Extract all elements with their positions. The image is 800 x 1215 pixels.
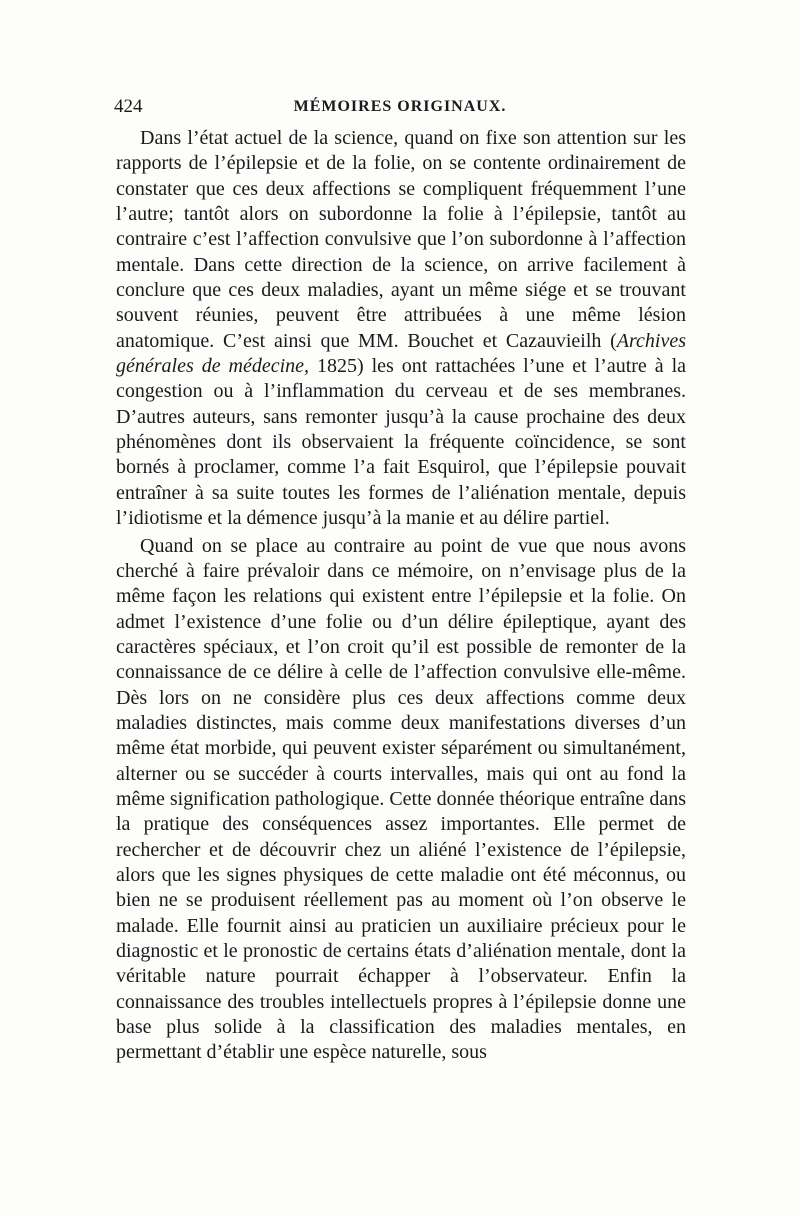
journal-title-italic: Archives générales de médecine, (116, 329, 686, 378)
paragraph-1 (116, 126, 686, 532)
running-title: MÉMOIRES ORIGINAUX. (293, 98, 507, 115)
running-head (114, 96, 686, 122)
page-number: 424 (114, 96, 143, 117)
paragraph-1-text-before: Dans l’état actuel de la science, quand on fixe son attention sur les rapports de l’épilepsie et de la folie, on se contente ordinairement de constater que ces deux affections se compliquent fréquemment l’une l’autre; tantôt alors on subordonne la folie à l’épilepsie, tantôt au contraire c’est l’affection convulsive que l’on subordonne à l’affection mentale. Dans cette direction de la science, on arrive facilement à conclure que ces deux maladies, ayant un même siége et se trouvant souvent réunies, peuvent être attribuées à une même lésion anatomique. C’est ainsi que MM. Bouchet et Cazauvieilh ( (116, 127, 686, 352)
paragraph-1-text-after: 1825) les ont rattachées l’une et l’autre à la congestion ou à l’inflammation du cerveau et de ses membranes. D’autres auteurs, sans remonter jusqu’à la cause prochaine des deux phénomènes dont ils observaient la fréquente coïncidence, se sont bornés à proclamer, comme l’a fait Esquirol, que l’épilepsie pouvait entraîner à sa suite toutes les formes de l’aliénation mentale, depuis l’idiotisme et la démence jusqu’à la manie et au délire partiel. (116, 355, 686, 530)
body-text (116, 126, 686, 1066)
paragraph-2: Quand on se place au contraire au point de vue que nous avons cherché à faire prévaloir dans ce mémoire, on n’envisage plus de la même façon les relations qui existent entre l’épilepsie et la folie. On admet l’existence d’une folie ou d’un délire épileptique, ayant des caractères spéciaux, et l’on croit qu’il est possible de remonter de la connaissance de ce délire à celle de l’affection convulsive elle-même. Dès lors on ne considère plus ces deux affections comme deux maladies distinctes, mais comme deux manifestations diverses d’un même état morbide, qui peuvent exister séparément ou simultanément, alterner ou se succéder à courts intervalles, mais qui ont au fond la même signification pathologique. Cette donnée théorique entraîne dans la pratique des conséquences assez importantes. Elle permet de rechercher et de découvrir chez un aliéné l’existence de l’épilepsie, alors que les signes physiques de cette maladie ont été méconnus, ou bien ne se produisent réellement pas au moment où l’on observe le malade. Elle fournit ainsi au praticien un auxiliaire précieux pour le diagnostic et le pronostic de certains états d’aliénation mentale, dont la véritable nature pourrait échapper à l’observateur. Enfin la connaissance des troubles intellectuels propres à l’épilepsie donne une base plus solide à la classification des maladies mentales, en permettant d’établir une espèce naturelle, sous (116, 534, 686, 1064)
